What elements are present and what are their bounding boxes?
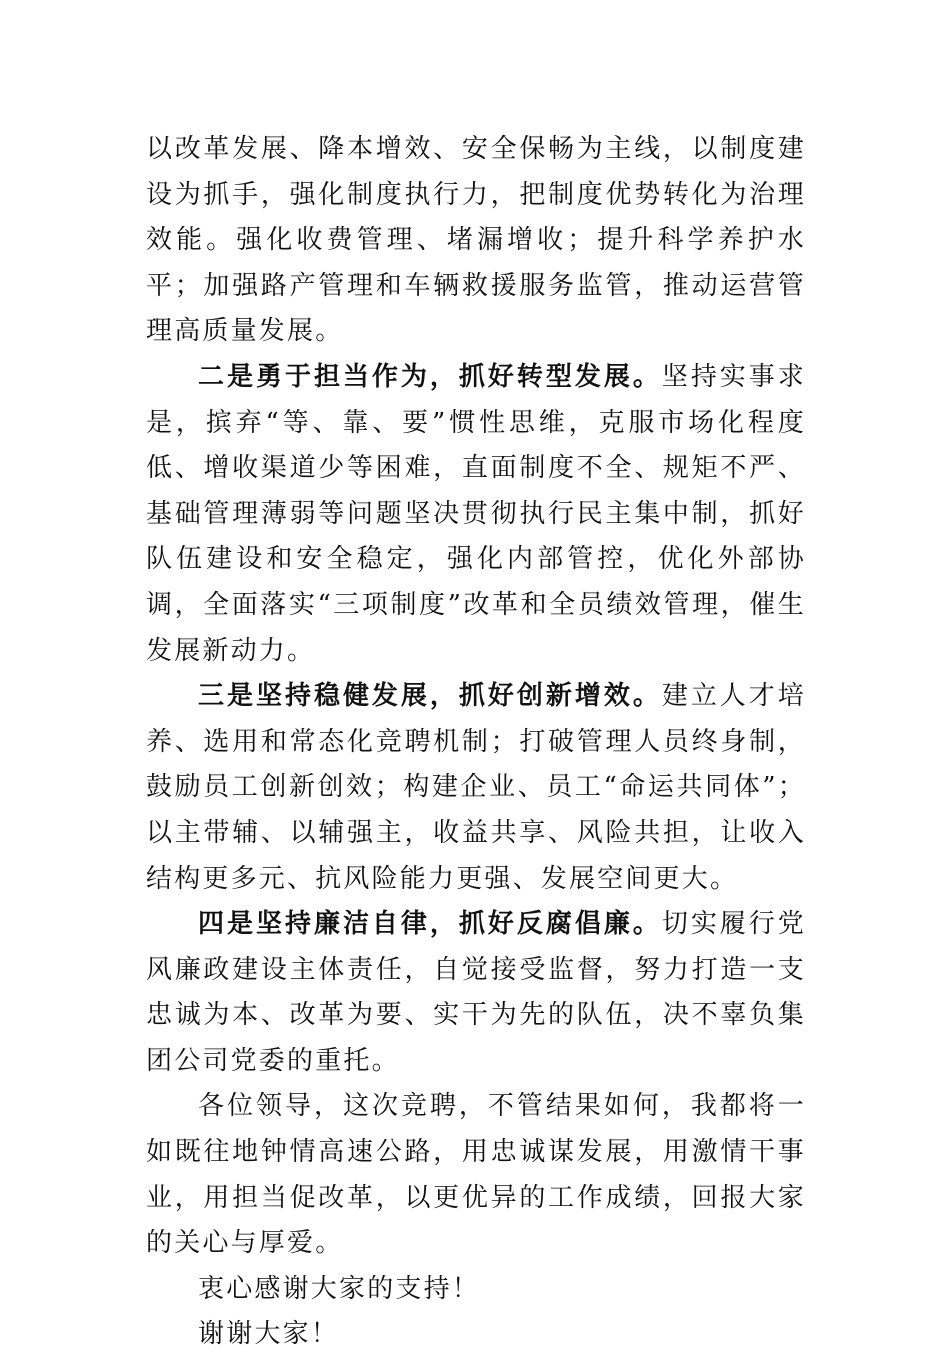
paragraph-point-four [146, 902, 806, 1084]
closing-thanks-support: 衷心感谢大家的支持！ [198, 1273, 481, 1304]
paragraph-conclusion [146, 1084, 806, 1266]
paragraph-intro [146, 127, 806, 355]
paragraph-point-two-text: 坚持实事求是，摈弃“等、靠、要”惯性思维，克服市场化程度低、增收渠道少等困难，直面制度不全、规矩不严、基础管理薄弱等问题坚决贯彻执行民主集中制，抓好队伍建设和安全稳定，强化内部管控，优化外部协调，全面落实“三项制度”改革和全员绩效管理，催生发展新动力。 [146, 361, 806, 666]
paragraph-point-four-text: 切实履行党风廉政建设主体责任，自觉接受监督，努力打造一支忠诚为本、改革为要、实干为先的队伍，决不辜负集团公司党委的重托。 [146, 909, 806, 1076]
paragraph-conclusion-text: 各位领导，这次竞聘，不管结果如何，我都将一如既往地钟情高速公路，用忠诚谋发展，用激情干事业，用担当促改革，以更优异的工作成绩，回报大家的关心与厚爱。 [146, 1091, 806, 1259]
paragraph-point-two-heading: 二是勇于担当作为，抓好转型发展。 [198, 361, 662, 392]
paragraph-point-three [146, 674, 806, 902]
paragraph-point-four-heading: 四是坚持廉洁自律，抓好反腐倡廉。 [198, 909, 662, 940]
paragraph-intro-text: 以改革发展、降本增效、安全保畅为主线，以制度建设为抓手，强化制度执行力，把制度优势转化为治理效能。强化收费管理、堵漏增收；提升科学养护水平；加强路产管理和车辆救援服务监管，推动运营管理高质量发展。 [146, 134, 806, 347]
paragraph-point-three-text: 建立人才培养、选用和常态化竞聘机制；打破管理人员终身制，鼓励员工创新创效；构建企业、员工“命运共同体”；以主带辅、以辅强主，收益共享、风险共担，让收入结构更多元、抗风险能力更强、发展空间更大。 [146, 681, 806, 894]
paragraph-point-three-heading: 三是坚持稳健发展，抓好创新增效。 [198, 681, 662, 712]
paragraph-point-two [146, 355, 806, 674]
closing-thanks-all: 谢谢大家！ [198, 1319, 340, 1350]
document-body [146, 127, 806, 1358]
